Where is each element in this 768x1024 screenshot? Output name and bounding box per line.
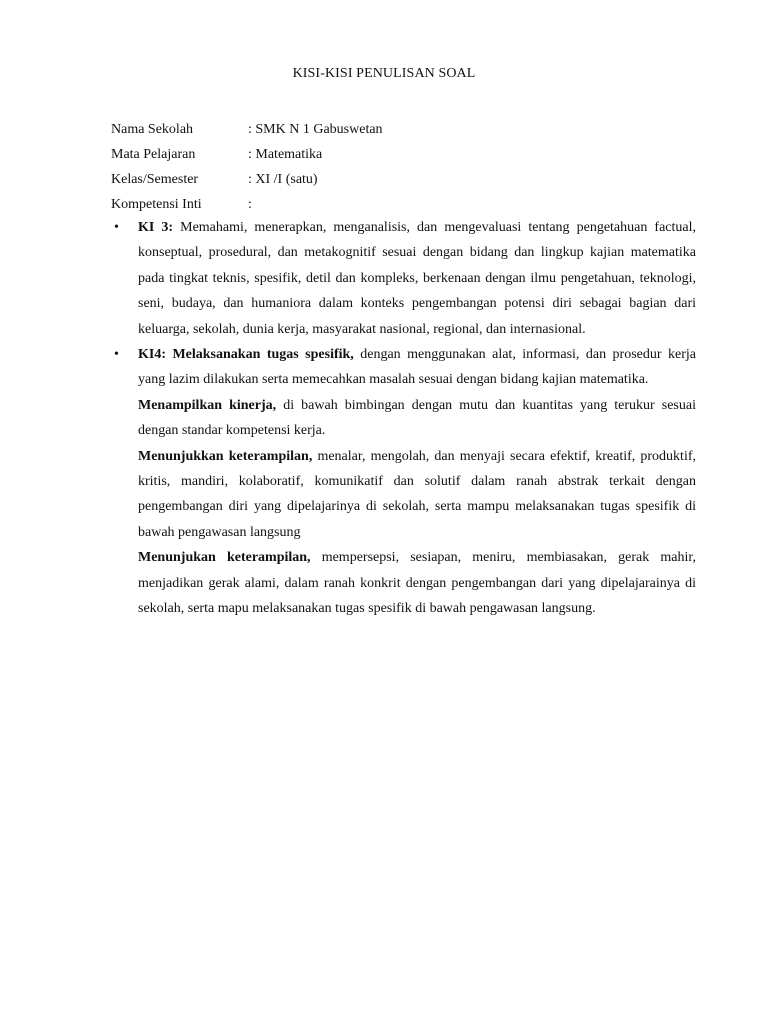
ki4-text: dengan menggunakan alat, informasi, dan prosedur kerja yang lazim dilakukan serta memecahkan masalah sesuai dengan bidang kajian matematika. bbox=[138, 347, 696, 388]
meta-row-subject bbox=[111, 142, 671, 167]
ki4-item bbox=[111, 342, 696, 621]
ki3-paragraph bbox=[138, 215, 696, 342]
meta-label: Kelas/Semester bbox=[111, 172, 199, 187]
ki4-abstract-skill-paragraph bbox=[138, 444, 696, 546]
meta-label: Mata Pelajaran bbox=[111, 147, 196, 162]
ki4-performance-text: di bawah bimbingan dengan mutu dan kuantitas yang terukur sesuai dengan standar kompetensi kerja. bbox=[138, 397, 696, 439]
ki4-lead: KI4: Melaksanakan tugas spesifik, bbox=[138, 347, 354, 363]
document-meta bbox=[111, 117, 671, 217]
ki4-concrete-skill-paragraph bbox=[138, 545, 696, 621]
ki4-performance-lead: Menampilkan kinerja, bbox=[138, 397, 277, 413]
ki4-concrete-skill-lead: Menunjukan keterampilan, bbox=[138, 550, 311, 566]
bullet-icon: • bbox=[114, 220, 119, 235]
meta-row-school bbox=[111, 117, 671, 142]
meta-label: Kompetensi Inti bbox=[111, 197, 202, 212]
ki3-text: Memahami, menerapkan, menganalisis, dan mengevaluasi tentang pengetahuan factual, konseptual, prosedural, dan metakognitif sesuai dengan bidang dan lingkup kajian matematika pada tingkat teknis, spesifik, detil dan kompleks, berkenaan dengan ilmu pengetahuan, teknologi, seni, budaya, dan humaniora dalam konteks pengembangan potensi diri sebagai bagian dari keluarga, sekolah, dunia kerja, masyarakat nasional, regional, dan internasional. bbox=[138, 220, 697, 337]
meta-value: : bbox=[248, 197, 252, 212]
ki4-abstract-skill-text: menalar, mengolah, dan menyaji secara efektif, kreatif, produktif, kritis, mandiri, kolaboratif, komunikatif dan solutif dalam ranah abstrak terkait dengan pengembangan diri yang dipelajarinya di sekolah, serta mampu melaksanakan tugas spesifik di bawah pengawasan langsung bbox=[138, 448, 696, 540]
meta-value: : SMK N 1 Gabuswetan bbox=[248, 122, 383, 137]
ki4-concrete-skill-text: mempersepsi, sesiapan, meniru, membiasakan, gerak mahir, menjadikan gerak alami, dalam ranah konkrit dengan pengembangan dari yang dipelajarainya di sekolah, serta mapu melaksanakan tugas spesifik di bawah pengawasan langsung. bbox=[138, 550, 697, 617]
core-competence-list bbox=[111, 215, 696, 622]
ki3-lead: KI 3: bbox=[138, 220, 174, 235]
meta-row-core-competence bbox=[111, 192, 671, 217]
ki4-paragraph bbox=[138, 342, 696, 393]
bullet-icon: • bbox=[114, 347, 119, 363]
meta-label: Nama Sekolah bbox=[111, 122, 194, 137]
ki3-item bbox=[111, 215, 696, 342]
ki4-abstract-skill-lead: Menunjukkan keterampilan, bbox=[138, 448, 313, 464]
ki4-performance-paragraph bbox=[138, 393, 696, 444]
meta-value: : Matematika bbox=[248, 147, 323, 162]
meta-row-class-semester bbox=[111, 167, 671, 192]
meta-value: : XI /I (satu) bbox=[248, 172, 318, 187]
document-title: KISI-KISI PENULISAN SOAL bbox=[292, 66, 476, 81]
